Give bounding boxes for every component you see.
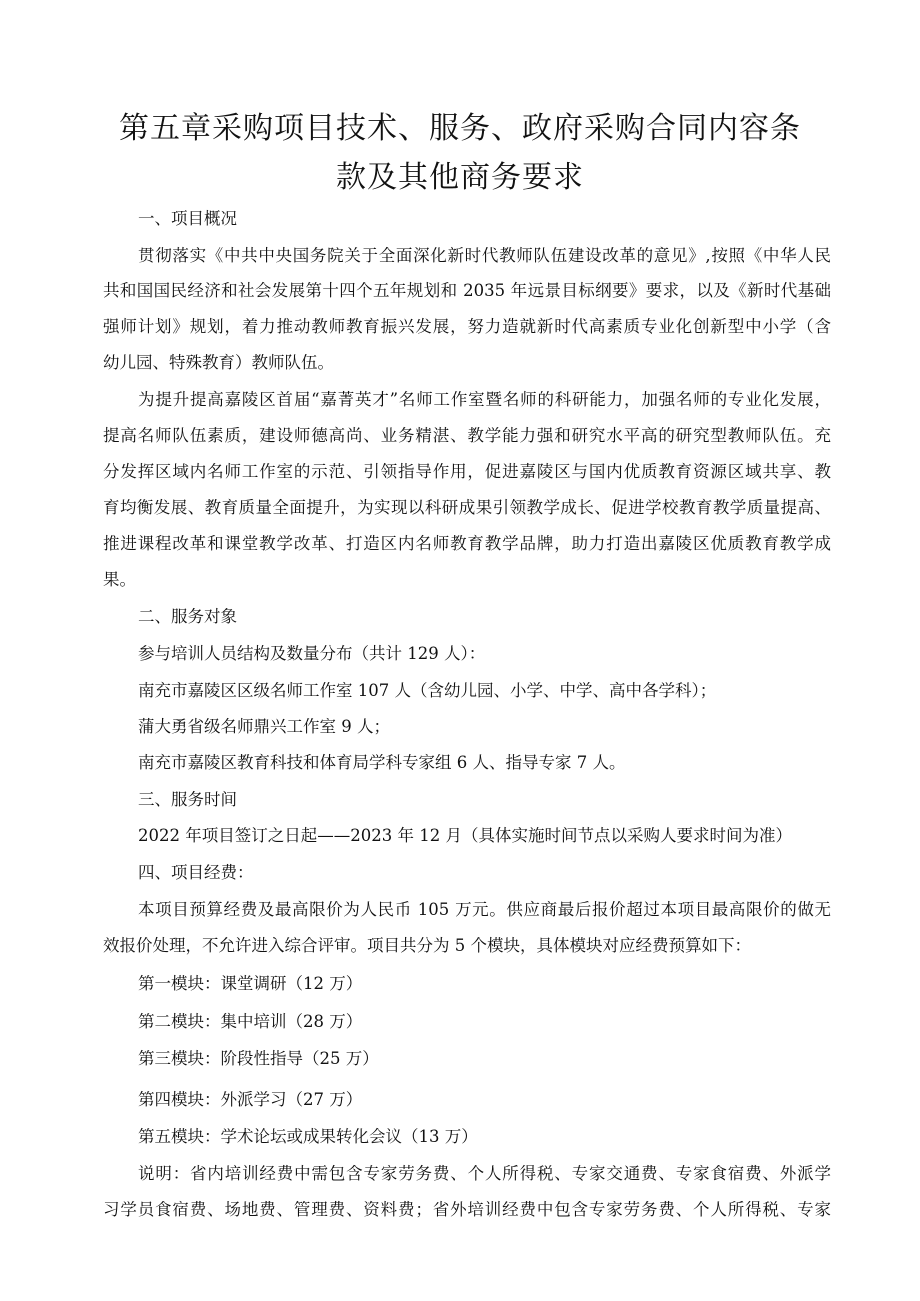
- list-item: 参与培训人员结构及数量分布（共计 129 人）：: [138, 644, 486, 663]
- paragraph-line: 本项目预算经费及最高限价为人民币 105 万元。供应商最后报价超过本项目最高限价的做无: [138, 900, 831, 919]
- paragraph-line: 共和国国民经济和社会发展第十四个五年规划和 2035 年远景目标纲要》要求，以及《新时代基础: [103, 281, 831, 300]
- paragraph-line: 幼儿园、特殊教育）教师队伍。: [103, 353, 334, 372]
- paragraph-line: 为提升提高嘉陵区首届“嘉菁英才”名师工作室暨名师的科研能力，加强名师的专业化发展，: [138, 390, 831, 409]
- paragraph-line: 推进课程改革和课堂教学改革、打造区内名师教育教学品牌，助力打造出嘉陵区优质教育教学成: [103, 534, 831, 553]
- paragraph-line: 效报价处理，不允许进入综合评审。项目共分为 5 个模块，具体模块对应经费预算如下：: [103, 936, 751, 955]
- module-item: 第一模块：课堂调研（12 万）: [138, 974, 363, 993]
- section-heading-service-target: 二、服务对象: [138, 607, 237, 626]
- section-heading-overview: 一、项目概况: [138, 209, 237, 228]
- list-item: 南充市嘉陵区区级名师工作室 107 人（含幼儿园、小学、中学、高中各学科）；: [138, 681, 717, 700]
- paragraph-line: 强师计划》规划，着力推动教师教育振兴发展，努力造就新时代高素质专业化创新型中小学（含: [103, 317, 831, 336]
- section-heading-service-time: 三、服务时间: [138, 790, 237, 809]
- chapter-title-line-2: 款及其他商务要求: [336, 160, 584, 195]
- paragraph-line: 贯彻落实《中共中央国务院关于全面深化新时代教师队伍建设改革的意见》,按照《中华人民: [138, 246, 831, 265]
- note-line: 习学员食宿费、场地费、管理费、资料费；省外培训经费中包含专家劳务费、个人所得税、专家: [103, 1200, 831, 1219]
- note-line: 说明：省内培训经费中需包含专家劳务费、个人所得税、专家交通费、专家食宿费、外派学: [138, 1164, 831, 1183]
- module-item: 第二模块：集中培训（28 万）: [138, 1012, 363, 1031]
- module-item: 第三模块：阶段性指导（25 万）: [138, 1049, 379, 1068]
- paragraph-line: 育均衡发展、教育质量全面提升，为实现以科研成果引领教学成长、促进学校教育教学质量提高、: [103, 498, 831, 517]
- list-item: 南充市嘉陵区教育科技和体育局学科专家组 6 人、指导专家 7 人。: [138, 753, 626, 772]
- paragraph-line: 分发挥区域内名师工作室的示范、引领指导作用，促进嘉陵区与国内优质教育资源区域共享、教: [103, 462, 831, 481]
- module-item: 第四模块：外派学习（27 万）: [138, 1090, 363, 1109]
- section-heading-budget: 四、项目经费：: [138, 863, 254, 882]
- chapter-title-line-1: 第五章采购项目技术、服务、政府采购合同内容条: [119, 111, 801, 146]
- module-item: 第五模块：学术论坛或成果转化会议（13 万）: [138, 1127, 478, 1146]
- list-item: 蒲大勇省级名师鼎兴工作室 9 人；: [138, 717, 390, 736]
- service-time-text: 2022 年项目签订之日起——2023 年 12 月（具体实施时间节点以采购人要求时间为准）: [138, 826, 792, 845]
- paragraph-line: 果。: [103, 570, 136, 589]
- paragraph-line: 提高名师队伍素质，建设师德高尚、业务精湛、教学能力强和研究水平高的研究型教师队伍。充: [103, 426, 831, 445]
